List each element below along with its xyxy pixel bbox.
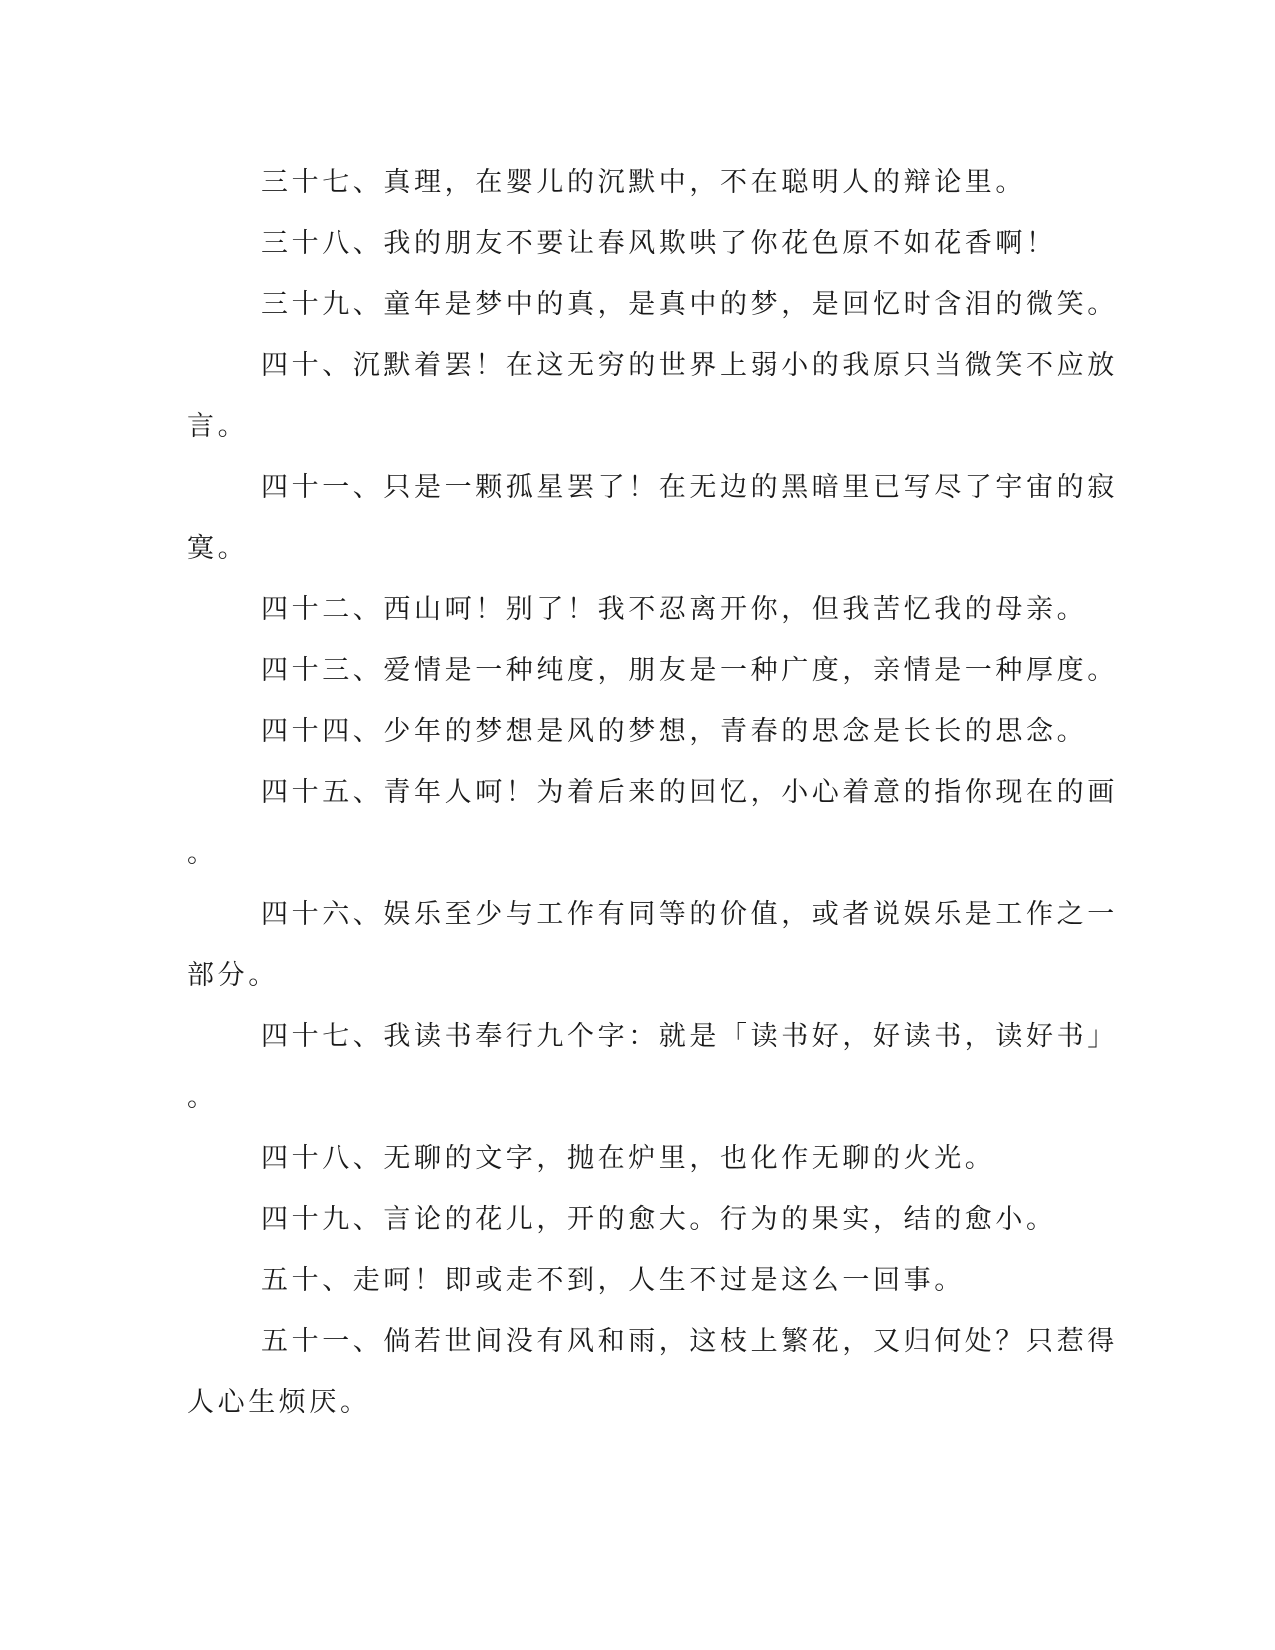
paragraph-line: 五十一、倘若世间没有风和雨，这枝上繁花，又归何处？只惹得 — [261, 1326, 1118, 1357]
paragraph-line: 部分。 — [187, 960, 279, 991]
paragraph: 四十二、西山呵！别了！我不忍离开你，但我苦忆我的母亲。 — [261, 594, 1088, 625]
paragraph: 三十九、童年是梦中的真，是真中的梦，是回忆时含泪的微笑。 — [261, 289, 1118, 320]
paragraph-line: 。 — [187, 838, 218, 869]
paragraph — [187, 457, 1118, 579]
paragraph-line: 四十、沉默着罢！在这无穷的世界上弱小的我原只当微笑不应放 — [261, 350, 1118, 381]
paragraph: 四十三、爱情是一种纯度，朋友是一种广度，亲情是一种厚度。 — [261, 655, 1118, 686]
paragraph-line: 。 — [187, 1082, 218, 1113]
paragraph — [187, 1006, 1118, 1128]
paragraph — [187, 1311, 1118, 1433]
paragraph: 四十九、言论的花儿，开的愈大。行为的果实，结的愈小。 — [261, 1204, 1057, 1235]
paragraph-line: 四十五、青年人呵！为着后来的回忆，小心着意的指你现在的画 — [261, 777, 1118, 808]
paragraph-line: 四十七、我读书奉行九个字：就是「读书好，好读书，读好书」 — [261, 1021, 1118, 1052]
paragraph-line: 四十六、娱乐至少与工作有同等的价值，或者说娱乐是工作之一 — [261, 899, 1118, 930]
paragraph — [187, 884, 1118, 1006]
document-body — [187, 152, 1118, 1433]
paragraph — [187, 335, 1118, 457]
paragraph-line: 四十一、只是一颗孤星罢了！在无边的黑暗里已写尽了宇宙的寂 — [261, 472, 1118, 503]
paragraph: 三十八、我的朋友不要让春风欺哄了你花色原不如花香啊！ — [261, 228, 1057, 259]
paragraph-line: 人心生烦厌。 — [187, 1387, 371, 1418]
paragraph: 三十七、真理，在婴儿的沉默中，不在聪明人的辩论里。 — [261, 167, 1026, 198]
paragraph: 五十、走呵！即或走不到，人生不过是这么一回事。 — [261, 1265, 965, 1296]
paragraph: 四十四、少年的梦想是风的梦想，青春的思念是长长的思念。 — [261, 716, 1088, 747]
paragraph-line: 言。 — [187, 411, 249, 442]
paragraph-line: 寞。 — [187, 533, 249, 564]
paragraph: 四十八、无聊的文字，抛在炉里，也化作无聊的火光。 — [261, 1143, 996, 1174]
paragraph — [187, 762, 1118, 884]
